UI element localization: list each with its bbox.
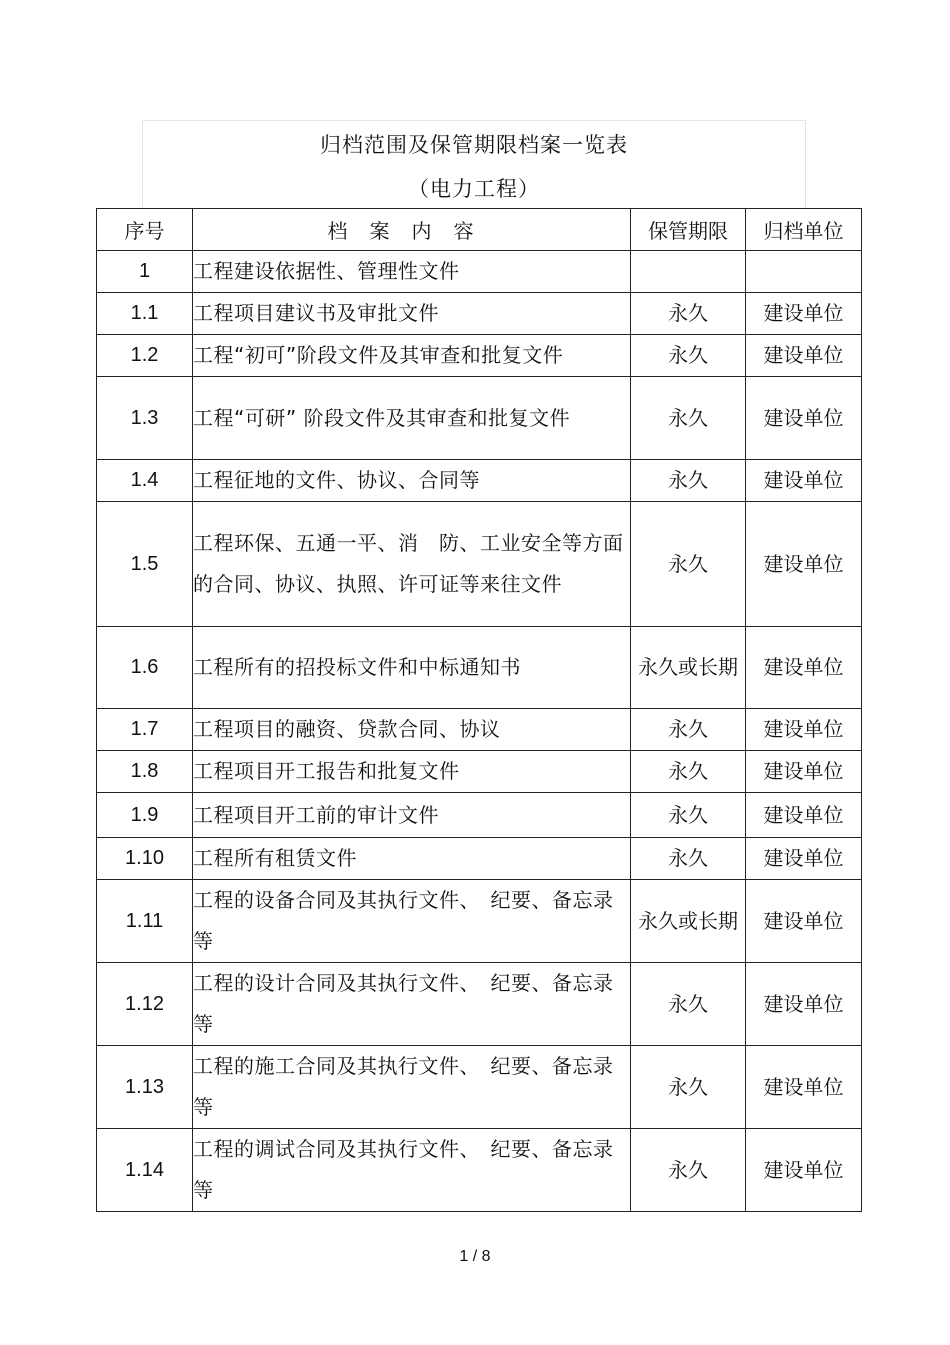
row-period: 永久 (631, 460, 746, 502)
table-row (97, 1046, 862, 1129)
row-content: 工程项目的融资、贷款合同、协议 (193, 709, 631, 751)
row-period (631, 251, 746, 293)
table-row (97, 460, 862, 502)
row-number: 1.13 (97, 1046, 193, 1129)
row-unit: 建设单位 (746, 793, 862, 838)
row-period: 永久 (631, 293, 746, 335)
row-unit: 建设单位 (746, 335, 862, 377)
table-row (97, 1129, 862, 1212)
row-number: 1.6 (97, 627, 193, 709)
table-row (97, 793, 862, 838)
row-unit: 建设单位 (746, 709, 862, 751)
row-unit (746, 251, 862, 293)
row-number: 1.8 (97, 751, 193, 793)
row-content: 工程的设计合同及其执行文件、 纪要、备忘录等 (193, 963, 631, 1046)
row-content: 工程所有的招投标文件和中标通知书 (193, 627, 631, 709)
row-unit: 建设单位 (746, 1046, 862, 1129)
row-number: 1.9 (97, 793, 193, 838)
row-content: 工程所有租赁文件 (193, 838, 631, 880)
row-unit: 建设单位 (746, 880, 862, 963)
row-content: 工程项目建议书及审批文件 (193, 293, 631, 335)
table-row (97, 251, 862, 293)
row-unit: 建设单位 (746, 838, 862, 880)
row-content: 工程项目开工前的审计文件 (193, 793, 631, 838)
table-row (97, 963, 862, 1046)
row-unit: 建设单位 (746, 377, 862, 460)
row-period: 永久 (631, 335, 746, 377)
table-row (97, 502, 862, 627)
row-number: 1.14 (97, 1129, 193, 1212)
table-row (97, 880, 862, 963)
table-row (97, 377, 862, 460)
row-period: 永久 (631, 751, 746, 793)
table-header-row (97, 209, 862, 251)
document-subtitle: （电力工程） (408, 177, 540, 201)
row-unit: 建设单位 (746, 293, 862, 335)
archive-table (96, 208, 862, 1212)
row-content: 工程环保、五通一平、消 防、工业安全等方面的合同、协议、执照、许可证等来往文件 (193, 502, 631, 627)
row-period: 永久或长期 (631, 627, 746, 709)
row-period: 永久 (631, 793, 746, 838)
row-number: 1 (97, 251, 193, 293)
row-number: 1.5 (97, 502, 193, 627)
page-number: 1 / 8 (459, 1248, 491, 1265)
row-number: 1.10 (97, 838, 193, 880)
table-row (97, 293, 862, 335)
row-period: 永久 (631, 1046, 746, 1129)
row-content: 工程“可研” 阶段文件及其审查和批复文件 (193, 377, 631, 460)
row-unit: 建设单位 (746, 751, 862, 793)
row-unit: 建设单位 (746, 460, 862, 502)
row-content: 工程的施工合同及其执行文件、 纪要、备忘录等 (193, 1046, 631, 1129)
row-period: 永久或长期 (631, 880, 746, 963)
row-period: 永久 (631, 963, 746, 1046)
row-content: 工程征地的文件、协议、合同等 (193, 460, 631, 502)
row-period: 永久 (631, 502, 746, 627)
header-no: 序号 (97, 209, 193, 251)
row-number: 1.7 (97, 709, 193, 751)
row-content: 工程建设依据性、管理性文件 (193, 251, 631, 293)
row-content: 工程项目开工报告和批复文件 (193, 751, 631, 793)
row-period: 永久 (631, 709, 746, 751)
row-period: 永久 (631, 1129, 746, 1212)
header-period: 保管期限 (631, 209, 746, 251)
row-number: 1.4 (97, 460, 193, 502)
header-unit: 归档单位 (746, 209, 862, 251)
document-title: 归档范围及保管期限档案一览表 (320, 133, 628, 157)
row-unit: 建设单位 (746, 963, 862, 1046)
row-number: 1.3 (97, 377, 193, 460)
row-content: 工程的设备合同及其执行文件、 纪要、备忘录等 (193, 880, 631, 963)
row-number: 1.11 (97, 880, 193, 963)
row-period: 永久 (631, 377, 746, 460)
table-row (97, 838, 862, 880)
row-period: 永久 (631, 838, 746, 880)
row-number: 1.2 (97, 335, 193, 377)
table-row (97, 335, 862, 377)
row-unit: 建设单位 (746, 627, 862, 709)
row-number: 1.12 (97, 963, 193, 1046)
header-content: 档案内容 (193, 209, 631, 251)
row-unit: 建设单位 (746, 1129, 862, 1212)
table-row (97, 751, 862, 793)
table-row (97, 709, 862, 751)
row-content: 工程的调试合同及其执行文件、 纪要、备忘录等 (193, 1129, 631, 1212)
table-row (97, 627, 862, 709)
row-unit: 建设单位 (746, 502, 862, 627)
row-number: 1.1 (97, 293, 193, 335)
row-content: 工程“初可”阶段文件及其审查和批复文件 (193, 335, 631, 377)
